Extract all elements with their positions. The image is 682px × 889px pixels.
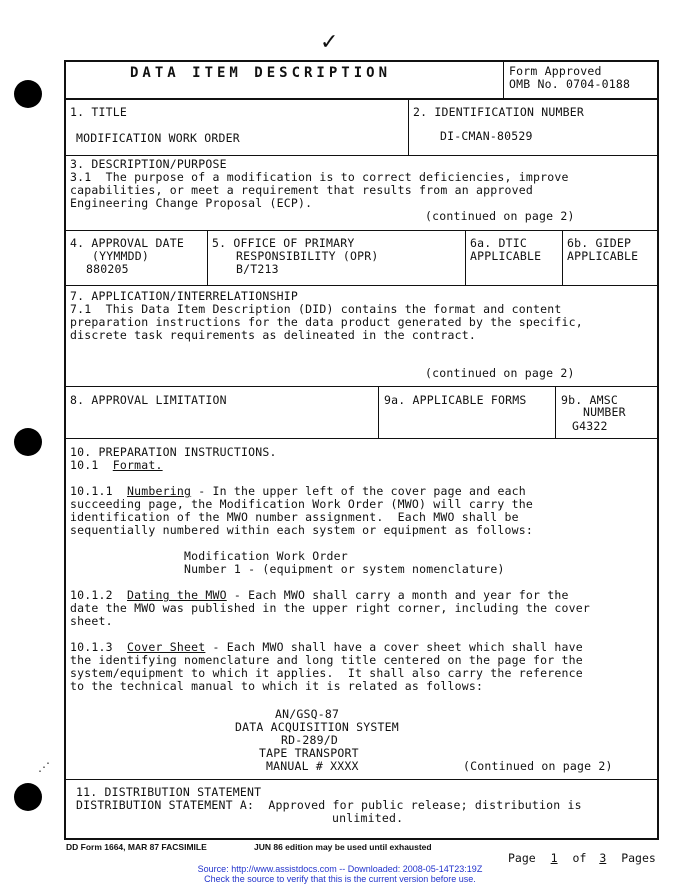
edition-note: JUN 86 edition may be used until exhausted <box>254 842 432 852</box>
amsc-label-2: NUMBER <box>583 405 626 419</box>
scan-mark: ⋰ <box>38 760 50 774</box>
form-title: DATA ITEM DESCRIPTION <box>130 65 392 81</box>
punch-hole-top <box>14 80 42 108</box>
opr-label-2: RESPONSIBILITY (OPR) <box>236 249 379 263</box>
approval-date-value: 880205 <box>86 262 129 276</box>
id-number-label: 2. IDENTIFICATION NUMBER <box>413 105 584 119</box>
section-10-1-1-line-2: succeeding page, the Modification Work Order (MWO) will carry the <box>70 497 534 511</box>
section-10-1-1-title: Numbering <box>127 484 192 498</box>
dtic-label-2: APPLICABLE <box>470 249 542 263</box>
pages-word: Pages <box>621 851 656 865</box>
opr-value: B/T213 <box>236 262 279 276</box>
description-line-3: Engineering Change Proposal (ECP). <box>70 196 313 210</box>
opr-label-1: 5. OFFICE OF PRIMARY <box>212 236 355 250</box>
page-indicator <box>508 851 656 865</box>
gidep-label-1: 6b. GIDEP <box>567 236 632 250</box>
rule-after-row-4 <box>64 285 659 286</box>
section-10-1-2-title: Dating the MWO <box>127 588 227 602</box>
approval-date-label: 4. APPROVAL DATE <box>70 236 184 250</box>
manual-ref-line-1: AN/GSQ-87 <box>275 707 340 721</box>
section-10-1-3-line-3: system/equipment to which it applies. It shall also carry the reference <box>70 666 583 680</box>
section-10-1-3-title: Cover Sheet <box>127 640 206 654</box>
punch-hole-bottom <box>14 783 42 811</box>
applicable-forms-label: 9a. APPLICABLE FORMS <box>384 393 527 407</box>
title-id-divider <box>408 99 409 155</box>
rule-after-application <box>64 386 659 387</box>
section-10-1 <box>70 459 163 472</box>
divider-5-6a <box>465 231 466 285</box>
section-10-1-number: 10.1 <box>70 458 99 472</box>
description-label: 3. DESCRIPTION/PURPOSE <box>70 157 227 171</box>
id-number-value: DI-CMAN-80529 <box>440 129 533 143</box>
section-10-1-3-line-2: the identifying nomenclature and long title centered on the page for the <box>70 653 583 667</box>
rule-after-description <box>64 230 659 231</box>
application-label: 7. APPLICATION/INTERRELATIONSHIP <box>70 289 298 303</box>
divider-8-9a <box>378 387 379 438</box>
section-10-1-2-text: - Each MWO shall carry a month and year for the <box>226 588 569 602</box>
application-continued: (continued on page 2) <box>425 366 575 380</box>
section-10-1-1-number: 10.1.1 <box>70 484 113 498</box>
section-10-continued: (Continued on page 2) <box>463 759 613 773</box>
divider-4-5 <box>207 231 208 285</box>
title-value: MODIFICATION WORK ORDER <box>76 131 240 145</box>
amsc-value: G4322 <box>572 419 608 433</box>
manual-ref-line-4: TAPE TRANSPORT <box>259 746 359 760</box>
header-divider <box>503 62 504 98</box>
section-10-1-1-line-3: identification of the MWO number assignment. Each MWO shall be <box>70 510 519 524</box>
rule-before-distribution <box>64 779 659 780</box>
section-10-1-2-number: 10.1.2 <box>70 588 113 602</box>
section-10-1-1-text: - In the upper left of the cover page and each <box>191 484 526 498</box>
application-line-2: preparation instructions for the data product generated by the specific, <box>70 315 583 329</box>
amsc-label-1: 9b. AMSC <box>561 393 618 407</box>
distribution-line-2: unlimited. <box>332 811 404 825</box>
application-line-3: discrete task requirements as delineated in the contract. <box>70 328 477 342</box>
distribution-line-1: DISTRIBUTION STATEMENT A: Approved for public release; distribution is <box>76 798 582 812</box>
rule-after-title <box>64 155 659 156</box>
header-rule <box>64 98 659 100</box>
divider-9a-9b <box>555 387 556 438</box>
of-word: of <box>572 851 587 865</box>
page-total: 3 <box>599 851 607 865</box>
page-number: 1 <box>550 851 558 865</box>
description-line-2: capabilities, or meet a requirement that results from an approved <box>70 183 534 197</box>
section-10-1-1-line-4: sequentially numbered within each system or equipment as follows: <box>70 523 534 537</box>
application-line-1: 7.1 This Data Item Description (DID) contains the format and content <box>70 302 562 316</box>
manual-ref-line-2: DATA ACQUISITION SYSTEM <box>235 720 399 734</box>
section-10-1-2-line-3: sheet. <box>70 614 113 628</box>
section-10-1-3-line-4: to the technical manual to which it is related as follows: <box>70 679 484 693</box>
mwo-example-line-1: Modification Work Order <box>184 549 348 563</box>
divider-6a-6b <box>562 231 563 285</box>
approval-limitation-label: 8. APPROVAL LIMITATION <box>70 393 227 407</box>
gidep-label-2: APPLICABLE <box>567 249 639 263</box>
approval-date-format: (YYMMDD) <box>92 249 149 263</box>
punch-hole-middle <box>14 428 42 456</box>
title-label: 1. TITLE <box>70 105 127 119</box>
rule-after-row-8 <box>64 438 659 439</box>
source-line-2: Check the source to verify that this is the current version before use. <box>204 874 476 884</box>
section-10-1-2-line-2: date the MWO was published in the upper right corner, including the cover <box>70 601 591 615</box>
mwo-example-line-2: Number 1 - (equipment or system nomenclature) <box>184 562 505 576</box>
section-10-1-3-text: - Each MWO shall have a cover sheet which shall have <box>205 640 583 654</box>
manual-ref-line-5: MANUAL # XXXX <box>266 759 359 773</box>
form-number: DD Form 1664, MAR 87 FACSIMILE <box>66 842 207 852</box>
section-10-1-title: Format. <box>112 458 163 472</box>
form-approved-label: Form Approved <box>509 64 602 78</box>
description-line-1: 3.1 The purpose of a modification is to correct deficiencies, improve <box>70 170 569 184</box>
section-10-1-3-number: 10.1.3 <box>70 640 113 654</box>
preparation-instructions-label: 10. PREPARATION INSTRUCTIONS. <box>70 445 277 459</box>
handwritten-check-mark: ✓ <box>320 30 339 55</box>
manual-ref-line-3: RD-289/D <box>281 733 338 747</box>
distribution-label: 11. DISTRIBUTION STATEMENT <box>76 785 262 799</box>
page-word: Page <box>508 851 536 865</box>
dtic-label-1: 6a. DTIC <box>470 236 527 250</box>
omb-number: OMB No. 0704-0188 <box>509 77 631 91</box>
source-line-1: Source: http://www.assistdocs.com -- Downloaded: 2008-05-14T23:19Z <box>197 864 483 874</box>
description-continued: (continued on page 2) <box>425 209 575 223</box>
